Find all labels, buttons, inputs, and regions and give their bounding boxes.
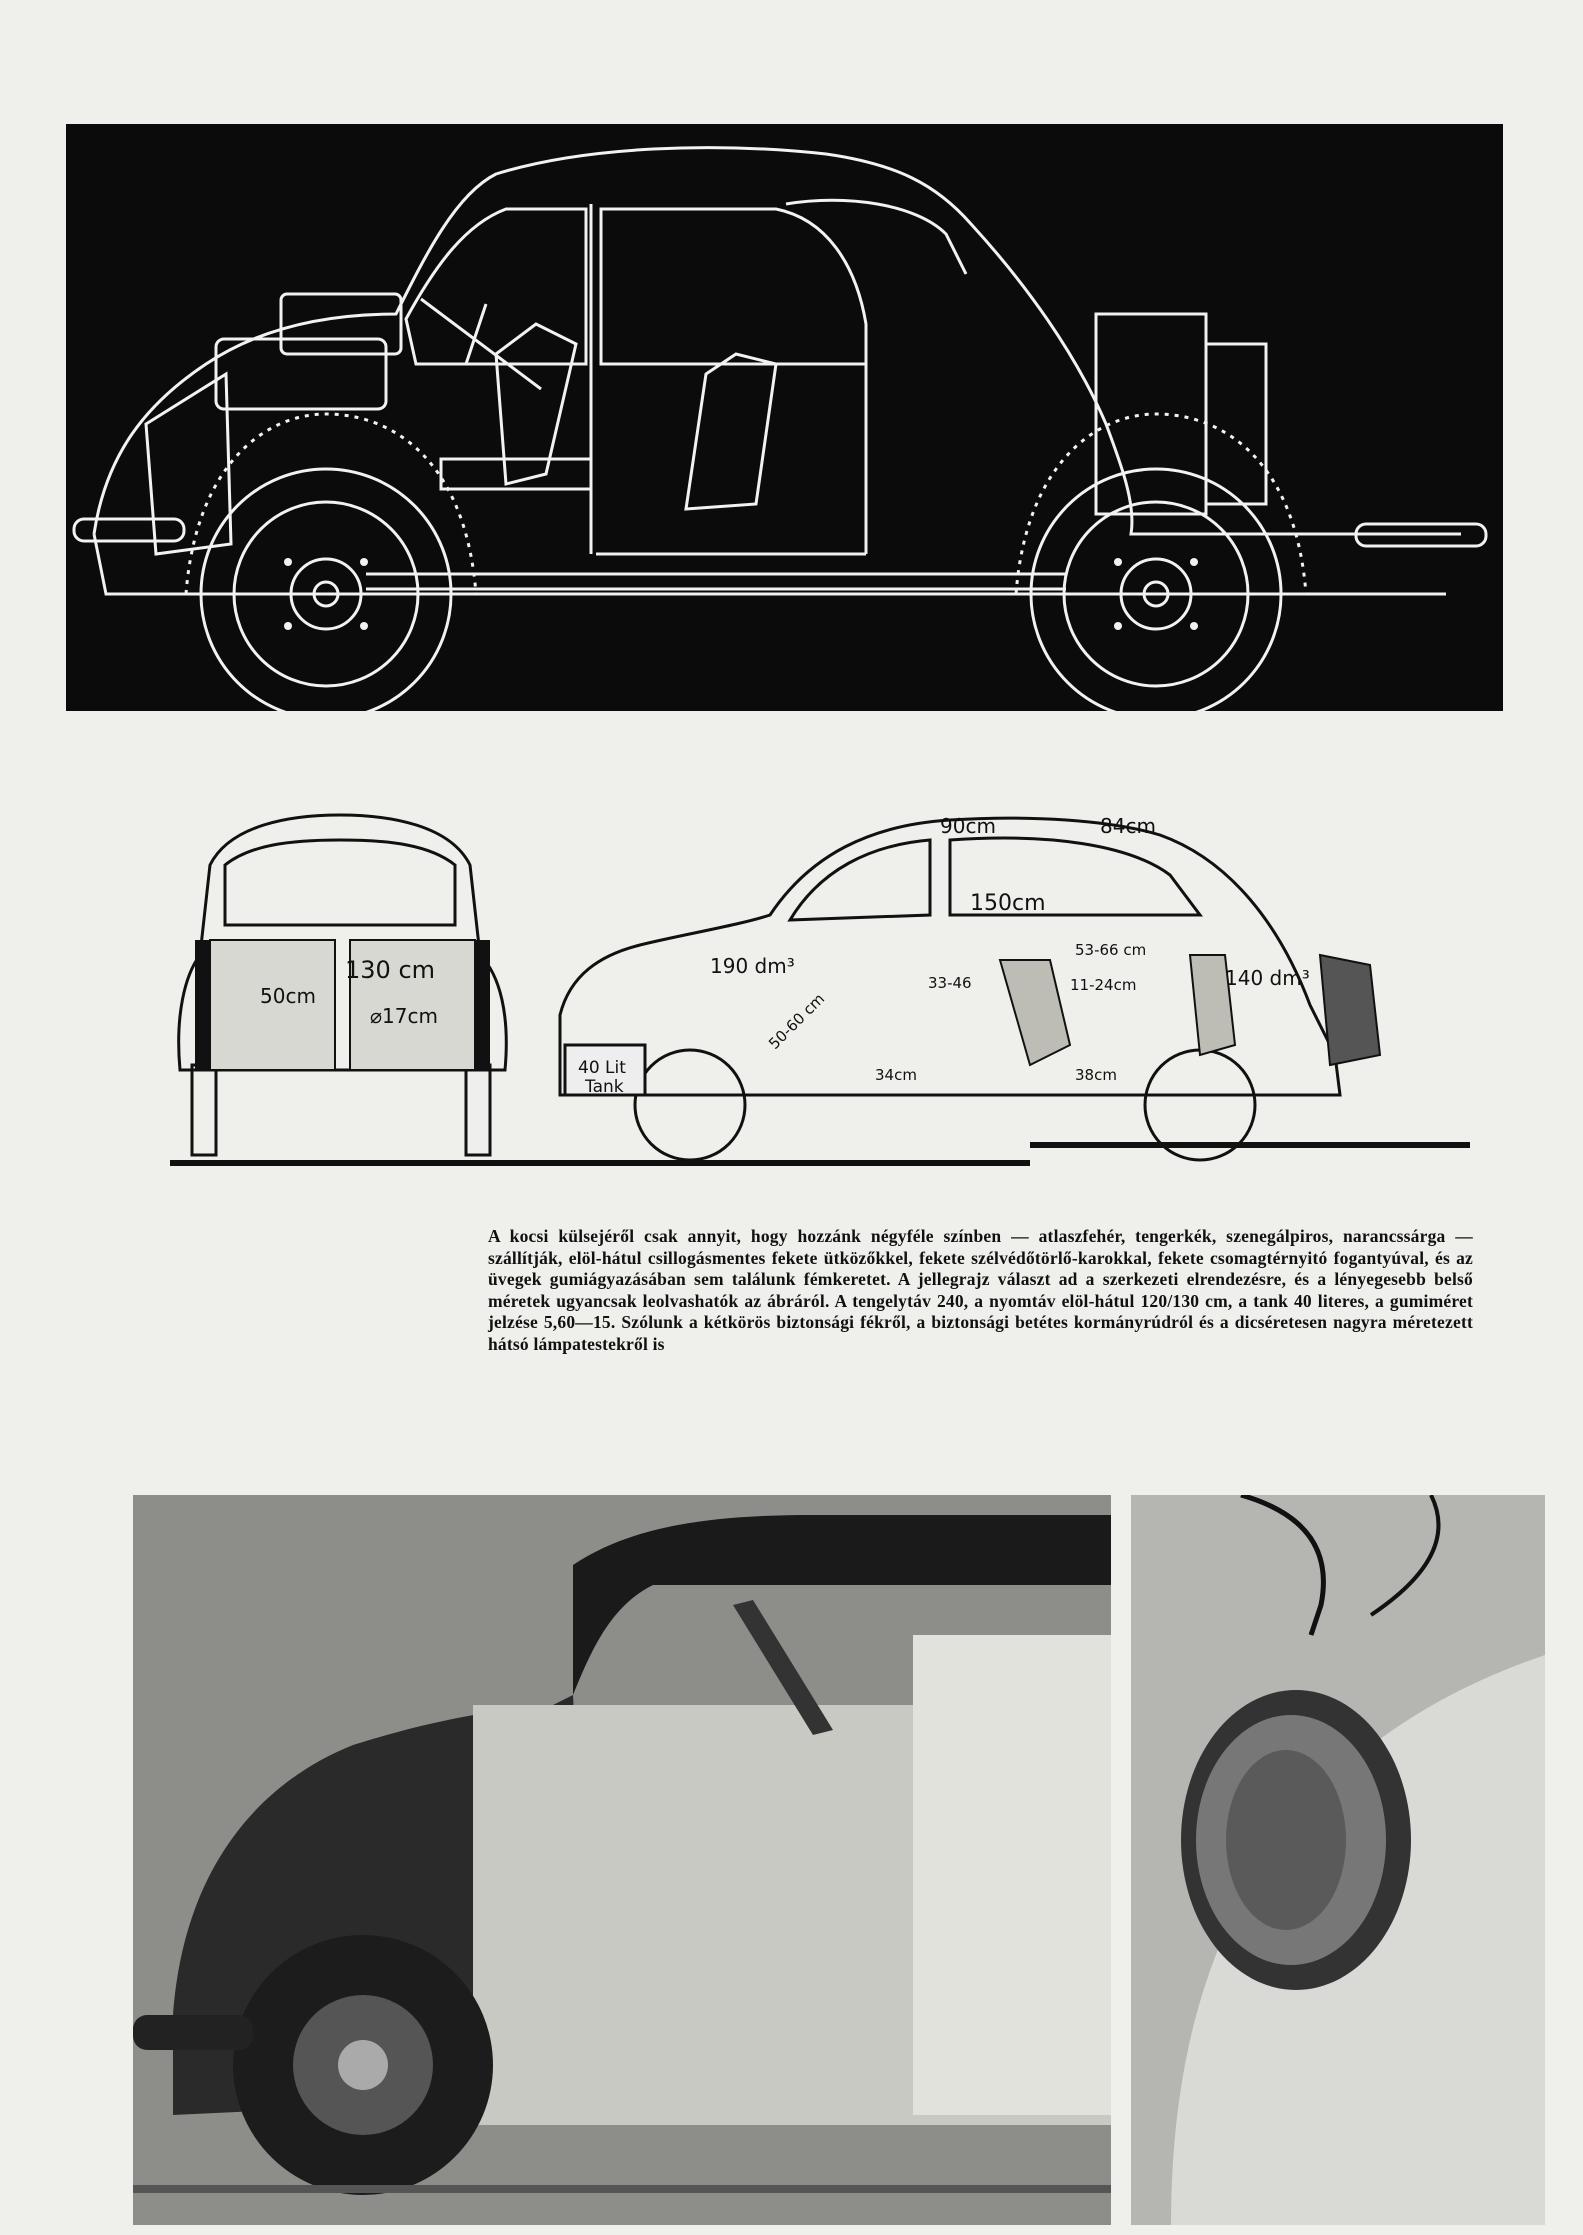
side-view-seats — [1000, 955, 1380, 1065]
headroom-front-label: 90cm — [940, 814, 996, 838]
tail-lamp-photo — [1131, 1495, 1545, 2225]
front-view-fills — [195, 940, 490, 1070]
beetle-cutaway-svg — [66, 124, 1503, 711]
cutaway-line-drawing — [66, 124, 1503, 711]
tank-capacity-label: 40 Lit — [578, 1058, 626, 1078]
dimension-diagram-svg — [170, 805, 1470, 1175]
caption-paragraph: A kocsi külsejéről csak annyit, hogy hozzánk négyféle színben — atlaszfehér, tengerkék, szenegálpiros, narancssárga — szállítják, elöl-hátul csillogásmentes fekete ütközőkkel, fekete szélvédőtörlő-karokkal, fekete csomagtérnyitó fogantyúval, és az üvegek gumiágyazásában sem találunk fémkeretet. A jellegrajz választ ad a szerkezeti elrendezésre, és a lényegesebb belső méretek ugyancsak leolvashatók az ábráról. A tengelytáv 240, a nyomtáv elöl-hátul 120/130 cm, a tank 40 literes, a gumiméret jelzése 5,60—15. Szólunk a kétkörös biztonsági fékről, a biztonsági betétes kormányrúdról és a dicséretesen nagyra méretezett hátsó lámpatestekről is — [488, 1226, 1473, 1354]
front-width-label: 130 cm — [345, 956, 436, 984]
front-trunk-volume-label: 190 dm³ — [710, 954, 795, 978]
tail-lamp-photo-svg — [1131, 1495, 1545, 2225]
cabin-length-label: 150cm — [970, 891, 1046, 916]
front-trunk-width-label: 50cm — [260, 984, 316, 1008]
seat-adjust-rear-label: 53-66 cm — [1075, 941, 1147, 959]
front-cutaway-photo — [133, 1495, 1111, 2225]
front-cutaway-photo-svg — [133, 1495, 1111, 2225]
rear-legroom-label: 11-24cm — [1070, 976, 1137, 994]
wheel-diameter-label: ⌀17cm — [370, 1004, 438, 1028]
front-seat-height-label: 34cm — [875, 1066, 917, 1084]
tank-word-label: Tank — [585, 1077, 624, 1097]
rear-seat-height-label: 38cm — [1075, 1066, 1117, 1084]
pedal-distance-label: 50-60 cm — [765, 989, 829, 1053]
headroom-rear-label: 84cm — [1100, 814, 1156, 838]
seat-adjust-front-label: 33-46 — [928, 974, 972, 992]
rear-trunk-volume-label: 140 dm³ — [1225, 966, 1310, 990]
dimension-diagram — [170, 805, 1470, 1175]
